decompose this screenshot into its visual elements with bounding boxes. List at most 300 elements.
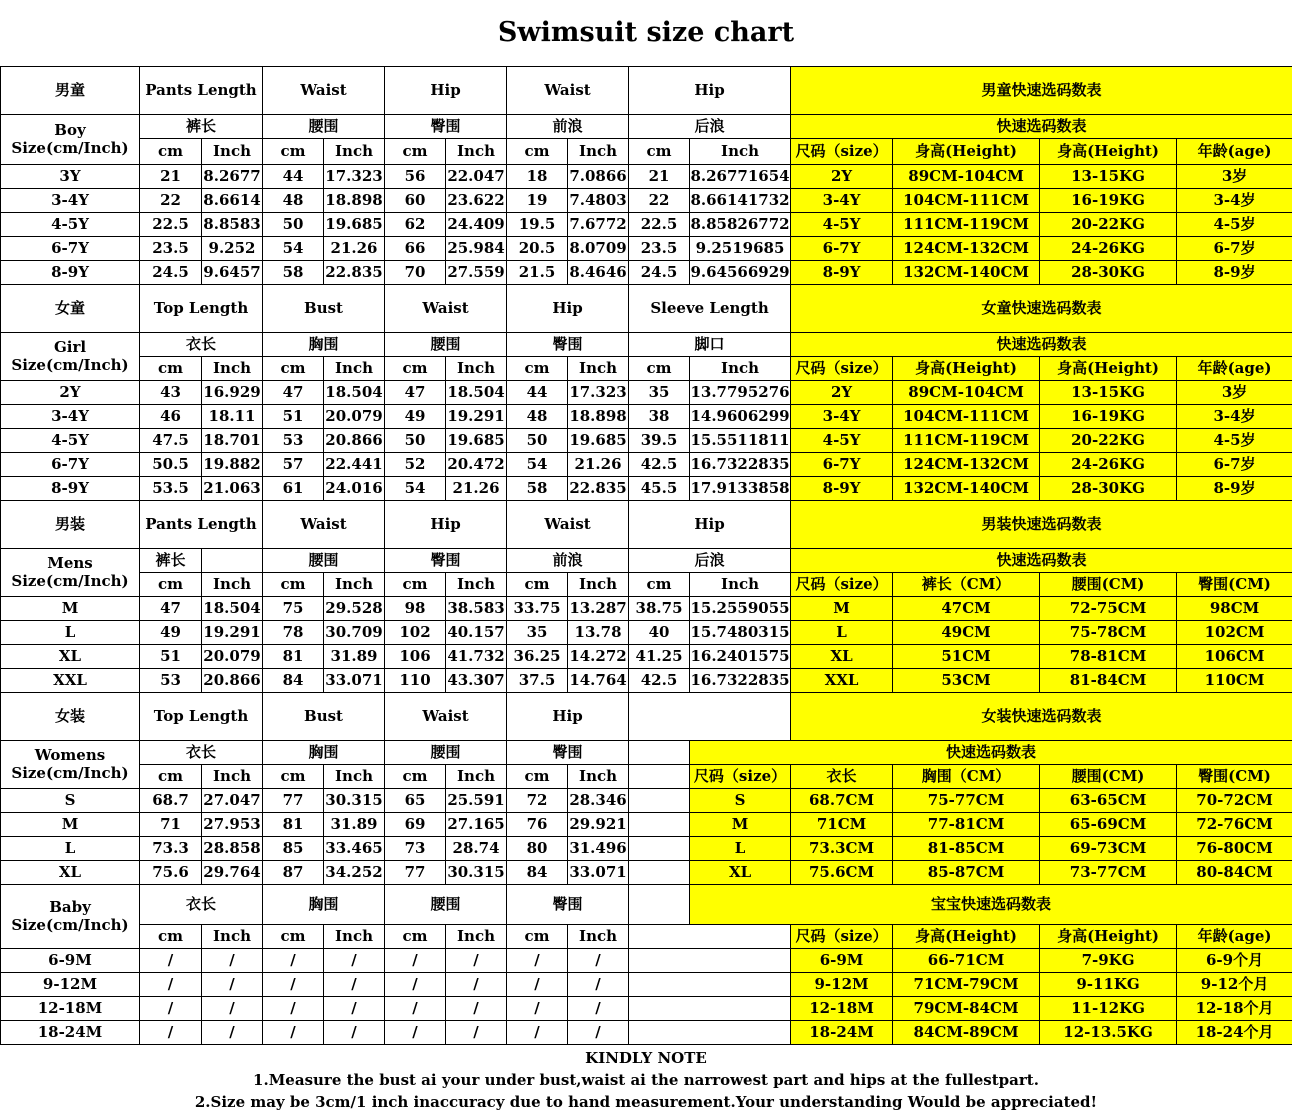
unit-cm-cell: cm <box>507 925 568 949</box>
mens-size-label: Mens Size(cm/Inch) <box>1 549 140 597</box>
womens-row <box>1 789 1292 813</box>
unit-inch-cell: Inch <box>568 573 629 597</box>
quick-cell: 3岁 <box>1177 165 1292 189</box>
quick-cell: XXL <box>791 669 893 693</box>
measure-cell: 22 <box>140 189 202 213</box>
mens-quick-title: 男装快速选码数表 <box>791 501 1292 549</box>
measure-cell: 49 <box>140 621 202 645</box>
measure-cell: 18.701 <box>202 429 263 453</box>
blank-cell <box>629 997 791 1021</box>
size-cell: 4-5Y <box>1 429 140 453</box>
unit-inch-cell: Inch <box>690 357 791 381</box>
girl-label-cn: 女童 <box>1 285 140 333</box>
kindly-note <box>0 1047 1292 1113</box>
measure-cell: / <box>324 1021 385 1045</box>
womens-quick-title: 女装快速选码数表 <box>791 693 1292 741</box>
measure-cell: / <box>568 997 629 1021</box>
measure-cell: / <box>140 973 202 997</box>
boy-header-cn-row <box>1 115 1292 139</box>
measure-cell: 35 <box>507 621 568 645</box>
measure-cell: 84 <box>263 669 324 693</box>
measure-cell: 9.6457 <box>202 261 263 285</box>
quick-header-cell: 衣长 <box>791 765 893 789</box>
measure-cell: / <box>263 997 324 1021</box>
measure-cell: / <box>385 973 446 997</box>
quick-cell: 3-4Y <box>791 405 893 429</box>
measure-cell: 24.409 <box>446 213 507 237</box>
blank-cell <box>629 861 690 885</box>
measure-cell: 39.5 <box>629 429 690 453</box>
unit-cm-cell: cm <box>629 357 690 381</box>
mens-header-waist: Waist <box>263 501 385 549</box>
unit-cm-cell: cm <box>507 357 568 381</box>
measure-cell: 44 <box>507 381 568 405</box>
quick-cell: 3-4岁 <box>1177 405 1292 429</box>
baby-header-cn-cell: 腰围 <box>385 885 507 925</box>
measure-cell: 8.2677 <box>202 165 263 189</box>
chart-title: Swimsuit size chart <box>497 17 795 48</box>
quick-cell: 68.7CM <box>791 789 893 813</box>
unit-inch-cell: Inch <box>202 573 263 597</box>
measure-cell: 50 <box>385 429 446 453</box>
measure-cell: 77 <box>263 789 324 813</box>
womens-quick-sub: 快速选码数表 <box>690 741 1292 765</box>
measure-cell: 30.315 <box>446 861 507 885</box>
baby-row <box>1 1021 1292 1045</box>
unit-inch-cell: Inch <box>324 925 385 949</box>
unit-inch-cell: Inch <box>446 573 507 597</box>
measure-cell: 18.11 <box>202 405 263 429</box>
quick-cell: 8-9岁 <box>1177 261 1292 285</box>
quick-cell: 3-4Y <box>791 189 893 213</box>
measure-cell: 15.5511811 <box>690 429 791 453</box>
size-cell: S <box>1 789 140 813</box>
boy-row <box>1 213 1292 237</box>
quick-cell: 76-80CM <box>1177 837 1292 861</box>
measure-cell: / <box>385 997 446 1021</box>
womens-row <box>1 837 1292 861</box>
measure-cell: 106 <box>385 645 446 669</box>
measure-cell: / <box>507 973 568 997</box>
unit-cm-cell: cm <box>140 925 202 949</box>
measure-cell: 53.5 <box>140 477 202 501</box>
quick-cell: 132CM-140CM <box>893 477 1040 501</box>
measure-cell: 29.921 <box>568 813 629 837</box>
quick-header-cell: 年龄(age) <box>1177 139 1292 165</box>
quick-cell: 71CM-79CM <box>893 973 1040 997</box>
size-cell: 12-18M <box>1 997 140 1021</box>
measure-cell: 18.504 <box>446 381 507 405</box>
womens-header-en-row <box>1 693 1292 741</box>
measure-cell: 7.4803 <box>568 189 629 213</box>
measure-cell: 42.5 <box>629 669 690 693</box>
measure-cell: 24.5 <box>140 261 202 285</box>
measure-cell: 62 <box>385 213 446 237</box>
measure-cell: 35 <box>629 381 690 405</box>
measure-cell: 9.2519685 <box>690 237 791 261</box>
measure-cell: 28.74 <box>446 837 507 861</box>
measure-cell: 22.835 <box>568 477 629 501</box>
womens-header-bust: Bust <box>263 693 385 741</box>
measure-cell: 16.7322835 <box>690 669 791 693</box>
unit-inch-cell: Inch <box>202 925 263 949</box>
measure-cell: 47 <box>385 381 446 405</box>
quick-header-cell: 尺码（size） <box>791 573 893 597</box>
quick-cell: 6-7Y <box>791 453 893 477</box>
unit-inch-cell: Inch <box>568 765 629 789</box>
measure-cell: / <box>140 997 202 1021</box>
baby-header-cn-row <box>1 885 1292 925</box>
quick-cell: 89CM-104CM <box>893 165 1040 189</box>
measure-cell: / <box>202 1021 263 1045</box>
measure-cell: 47 <box>140 597 202 621</box>
measure-cell: 19.685 <box>324 213 385 237</box>
measure-cell: 19.882 <box>202 453 263 477</box>
unit-cm-cell: cm <box>140 139 202 165</box>
quick-cell: 13-15KG <box>1040 381 1177 405</box>
unit-cm-cell: cm <box>385 925 446 949</box>
womens-unit-row <box>1 765 1292 789</box>
girl-row <box>1 453 1292 477</box>
unit-inch-cell: Inch <box>446 925 507 949</box>
size-cell: 4-5Y <box>1 213 140 237</box>
quick-cell: 4-5Y <box>791 429 893 453</box>
mens-header-cn-cell: 裤长 <box>140 549 202 573</box>
measure-cell: 43.307 <box>446 669 507 693</box>
measure-cell: 25.984 <box>446 237 507 261</box>
measure-cell: 8.8583 <box>202 213 263 237</box>
measure-cell: 18.504 <box>202 597 263 621</box>
quick-cell: 80-84CM <box>1177 861 1292 885</box>
girl-row <box>1 477 1292 501</box>
womens-header-cn-cell: 臀围 <box>507 741 629 765</box>
mens-header-front-rise: Waist <box>507 501 629 549</box>
unit-cm-cell: cm <box>385 139 446 165</box>
quick-cell: L <box>690 837 791 861</box>
quick-cell: 102CM <box>1177 621 1292 645</box>
measure-cell: 53 <box>140 669 202 693</box>
unit-cm-cell: cm <box>507 573 568 597</box>
baby-row <box>1 973 1292 997</box>
womens-size-label: Womens Size(cm/Inch) <box>1 741 140 789</box>
unit-inch-cell: Inch <box>568 925 629 949</box>
measure-cell: 34.252 <box>324 861 385 885</box>
measure-cell: 17.9133858 <box>690 477 791 501</box>
unit-inch-cell: Inch <box>446 765 507 789</box>
quick-cell: 65-69CM <box>1040 813 1177 837</box>
measure-cell: 20.079 <box>202 645 263 669</box>
measure-cell: 42.5 <box>629 453 690 477</box>
measure-cell: 98 <box>385 597 446 621</box>
quick-cell: 2Y <box>791 381 893 405</box>
mens-header-back-rise: Hip <box>629 501 791 549</box>
measure-cell: 73.3 <box>140 837 202 861</box>
girl-header-cn-cell: 腰围 <box>385 333 507 357</box>
unit-inch-cell: Inch <box>202 357 263 381</box>
quick-cell: 124CM-132CM <box>893 237 1040 261</box>
quick-header-cell: 臀围(CM) <box>1177 765 1292 789</box>
mens-label-cn: 男装 <box>1 501 140 549</box>
measure-cell: 54 <box>507 453 568 477</box>
girl-header-hip: Hip <box>507 285 629 333</box>
mens-header-cn-cell: 后浪 <box>629 549 791 573</box>
measure-cell: 61 <box>263 477 324 501</box>
womens-header-cn-row <box>1 741 1292 765</box>
measure-cell: / <box>202 949 263 973</box>
measure-cell: 50 <box>263 213 324 237</box>
quick-cell: 18-24个月 <box>1177 1021 1292 1045</box>
girl-header-top-length: Top Length <box>140 285 263 333</box>
unit-inch-cell: Inch <box>446 357 507 381</box>
measure-cell: 27.953 <box>202 813 263 837</box>
baby-quick-title: 宝宝快速选码数表 <box>690 885 1292 925</box>
note-heading: KINDLY NOTE <box>585 1049 707 1067</box>
measure-cell: 38 <box>629 405 690 429</box>
measure-cell: 18.898 <box>324 189 385 213</box>
measure-cell: 22.441 <box>324 453 385 477</box>
unit-cm-cell: cm <box>507 139 568 165</box>
baby-header-cn-cell: 胸围 <box>263 885 385 925</box>
measure-cell: 16.2401575 <box>690 645 791 669</box>
measure-cell: 19.685 <box>446 429 507 453</box>
measure-cell: 87 <box>263 861 324 885</box>
measure-cell: / <box>507 997 568 1021</box>
quick-header-cell: 尺码（size） <box>690 765 791 789</box>
measure-cell: 8.85826772 <box>690 213 791 237</box>
size-chart-table <box>0 66 1292 1045</box>
quick-cell: 89CM-104CM <box>893 381 1040 405</box>
quick-cell: 18-24M <box>791 1021 893 1045</box>
quick-cell: M <box>690 813 791 837</box>
quick-cell: 49CM <box>893 621 1040 645</box>
measure-cell: 73 <box>385 837 446 861</box>
measure-cell: 24.5 <box>629 261 690 285</box>
measure-cell: / <box>385 949 446 973</box>
quick-cell: L <box>791 621 893 645</box>
size-cell: 8-9Y <box>1 261 140 285</box>
womens-header-cn-cell: 腰围 <box>385 741 507 765</box>
unit-cm-cell: cm <box>385 765 446 789</box>
quick-cell: 12-18M <box>791 997 893 1021</box>
measure-cell: 30.315 <box>324 789 385 813</box>
unit-cm-cell: cm <box>140 573 202 597</box>
measure-cell: 27.047 <box>202 789 263 813</box>
measure-cell: 8.6614 <box>202 189 263 213</box>
measure-cell: 40.157 <box>446 621 507 645</box>
quick-header-cell: 裤长（CM） <box>893 573 1040 597</box>
measure-cell: 14.9606299 <box>690 405 791 429</box>
measure-cell: 52 <box>385 453 446 477</box>
measure-cell: 15.2559055 <box>690 597 791 621</box>
measure-cell: / <box>140 1021 202 1045</box>
size-cell: XXL <box>1 669 140 693</box>
quick-header-cell: 身高(Height) <box>893 357 1040 381</box>
quick-cell: 16-19KG <box>1040 405 1177 429</box>
measure-cell: 22.5 <box>629 213 690 237</box>
measure-cell: 70 <box>385 261 446 285</box>
boy-size-label: Boy Size(cm/Inch) <box>1 115 140 165</box>
measure-cell: 43 <box>140 381 202 405</box>
unit-inch-cell: Inch <box>202 765 263 789</box>
measure-cell: / <box>507 949 568 973</box>
quick-cell: 11-12KG <box>1040 997 1177 1021</box>
measure-cell: 102 <box>385 621 446 645</box>
baby-header-cn-cell: 臀围 <box>507 885 629 925</box>
boy-header-en-row <box>1 67 1292 115</box>
boy-header-cn-cell: 裤长 <box>140 115 263 139</box>
size-cell: 3-4Y <box>1 189 140 213</box>
measure-cell: 19.5 <box>507 213 568 237</box>
measure-cell: / <box>568 949 629 973</box>
quick-header-cell: 臀围(CM) <box>1177 573 1292 597</box>
measure-cell: 21.063 <box>202 477 263 501</box>
boy-quick-sub: 快速选码数表 <box>791 115 1292 139</box>
girl-unit-row <box>1 357 1292 381</box>
measure-cell: 17.323 <box>324 165 385 189</box>
unit-cm-cell: cm <box>263 139 324 165</box>
baby-size-label: Baby Size(cm/Inch) <box>1 885 140 949</box>
quick-header-cell: 年龄(age) <box>1177 357 1292 381</box>
measure-cell: 9.64566929 <box>690 261 791 285</box>
girl-header-sleeve-length: Sleeve Length <box>629 285 791 333</box>
quick-cell: 75.6CM <box>791 861 893 885</box>
unit-cm-cell: cm <box>385 357 446 381</box>
quick-cell: 16-19KG <box>1040 189 1177 213</box>
measure-cell: / <box>324 949 385 973</box>
quick-cell: 81-85CM <box>893 837 1040 861</box>
measure-cell: 33.071 <box>568 861 629 885</box>
baby-header-cn-cell: 衣长 <box>140 885 263 925</box>
measure-cell: 19.291 <box>446 405 507 429</box>
measure-cell: 75.6 <box>140 861 202 885</box>
measure-cell: / <box>263 973 324 997</box>
measure-cell: 54 <box>263 237 324 261</box>
measure-cell: 46 <box>140 405 202 429</box>
measure-cell: 13.7795276 <box>690 381 791 405</box>
quick-cell: 79CM-84CM <box>893 997 1040 1021</box>
measure-cell: 17.323 <box>568 381 629 405</box>
size-cell: 8-9Y <box>1 477 140 501</box>
quick-cell: XL <box>690 861 791 885</box>
mens-header-en-row <box>1 501 1292 549</box>
measure-cell: 7.6772 <box>568 213 629 237</box>
size-cell: L <box>1 621 140 645</box>
size-cell: 9-12M <box>1 973 140 997</box>
mens-quick-sub: 快速选码数表 <box>791 549 1292 573</box>
size-cell: XL <box>1 861 140 885</box>
girl-header-en-row <box>1 285 1292 333</box>
quick-cell: 81-84CM <box>1040 669 1177 693</box>
measure-cell: 58 <box>507 477 568 501</box>
quick-cell: XL <box>791 645 893 669</box>
girl-header-cn-cell: 胸围 <box>263 333 385 357</box>
measure-cell: 18 <box>507 165 568 189</box>
blank-cell <box>629 925 791 949</box>
quick-cell: 66-71CM <box>893 949 1040 973</box>
measure-cell: 19.685 <box>568 429 629 453</box>
measure-cell: 19.291 <box>202 621 263 645</box>
measure-cell: 48 <box>263 189 324 213</box>
unit-inch-cell: Inch <box>568 357 629 381</box>
quick-cell: 72-76CM <box>1177 813 1292 837</box>
unit-inch-cell: Inch <box>690 573 791 597</box>
measure-cell: 81 <box>263 645 324 669</box>
quick-cell: M <box>791 597 893 621</box>
boy-header-cn-cell: 腰围 <box>263 115 385 139</box>
quick-cell: 20-22KG <box>1040 429 1177 453</box>
mens-row <box>1 645 1292 669</box>
quick-header-cell: 身高(Height) <box>1040 357 1177 381</box>
measure-cell: 14.272 <box>568 645 629 669</box>
womens-row <box>1 861 1292 885</box>
mens-row <box>1 621 1292 645</box>
measure-cell: / <box>568 973 629 997</box>
measure-cell: 29.528 <box>324 597 385 621</box>
quick-cell: 78-81CM <box>1040 645 1177 669</box>
quick-cell: 63-65CM <box>1040 789 1177 813</box>
measure-cell: 54 <box>385 477 446 501</box>
girl-header-bust: Bust <box>263 285 385 333</box>
unit-inch-cell: Inch <box>324 139 385 165</box>
size-cell: 18-24M <box>1 1021 140 1045</box>
quick-cell: 12-13.5KG <box>1040 1021 1177 1045</box>
measure-cell: 41.25 <box>629 645 690 669</box>
measure-cell: 38.75 <box>629 597 690 621</box>
unit-cm-cell: cm <box>629 139 690 165</box>
quick-header-cell: 年龄(age) <box>1177 925 1292 949</box>
baby-header-blank <box>629 885 690 925</box>
quick-cell: 72-75CM <box>1040 597 1177 621</box>
boy-row <box>1 189 1292 213</box>
measure-cell: 76 <box>507 813 568 837</box>
measure-cell: 28.346 <box>568 789 629 813</box>
size-cell: 6-7Y <box>1 453 140 477</box>
womens-header-blank <box>629 693 791 741</box>
blank-cell <box>629 949 791 973</box>
unit-cm-cell: cm <box>629 573 690 597</box>
girl-row <box>1 381 1292 405</box>
measure-cell: 13.78 <box>568 621 629 645</box>
quick-cell: 73-77CM <box>1040 861 1177 885</box>
quick-cell: 6-7Y <box>791 237 893 261</box>
unit-inch-cell: Inch <box>690 139 791 165</box>
boy-header-hip: Hip <box>385 67 507 115</box>
quick-cell: 3岁 <box>1177 381 1292 405</box>
measure-cell: 22.835 <box>324 261 385 285</box>
baby-unit-row <box>1 925 1292 949</box>
size-cell: L <box>1 837 140 861</box>
measure-cell: / <box>507 1021 568 1045</box>
blank-cell <box>629 765 690 789</box>
measure-cell: 31.496 <box>568 837 629 861</box>
boy-quick-title: 男童快速选码数表 <box>791 67 1292 115</box>
measure-cell: / <box>568 1021 629 1045</box>
quick-cell: 20-22KG <box>1040 213 1177 237</box>
measure-cell: 51 <box>263 405 324 429</box>
quick-header-cell: 腰围(CM) <box>1040 573 1177 597</box>
measure-cell: 21.26 <box>324 237 385 261</box>
girl-quick-sub: 快速选码数表 <box>791 333 1292 357</box>
measure-cell: 8.66141732 <box>690 189 791 213</box>
quick-header-cell: 尺码（size） <box>791 139 893 165</box>
quick-cell: 6-9M <box>791 949 893 973</box>
measure-cell: 110 <box>385 669 446 693</box>
measure-cell: 28.858 <box>202 837 263 861</box>
quick-cell: 104CM-111CM <box>893 405 1040 429</box>
quick-cell: 85-87CM <box>893 861 1040 885</box>
measure-cell: 23.622 <box>446 189 507 213</box>
quick-cell: S <box>690 789 791 813</box>
